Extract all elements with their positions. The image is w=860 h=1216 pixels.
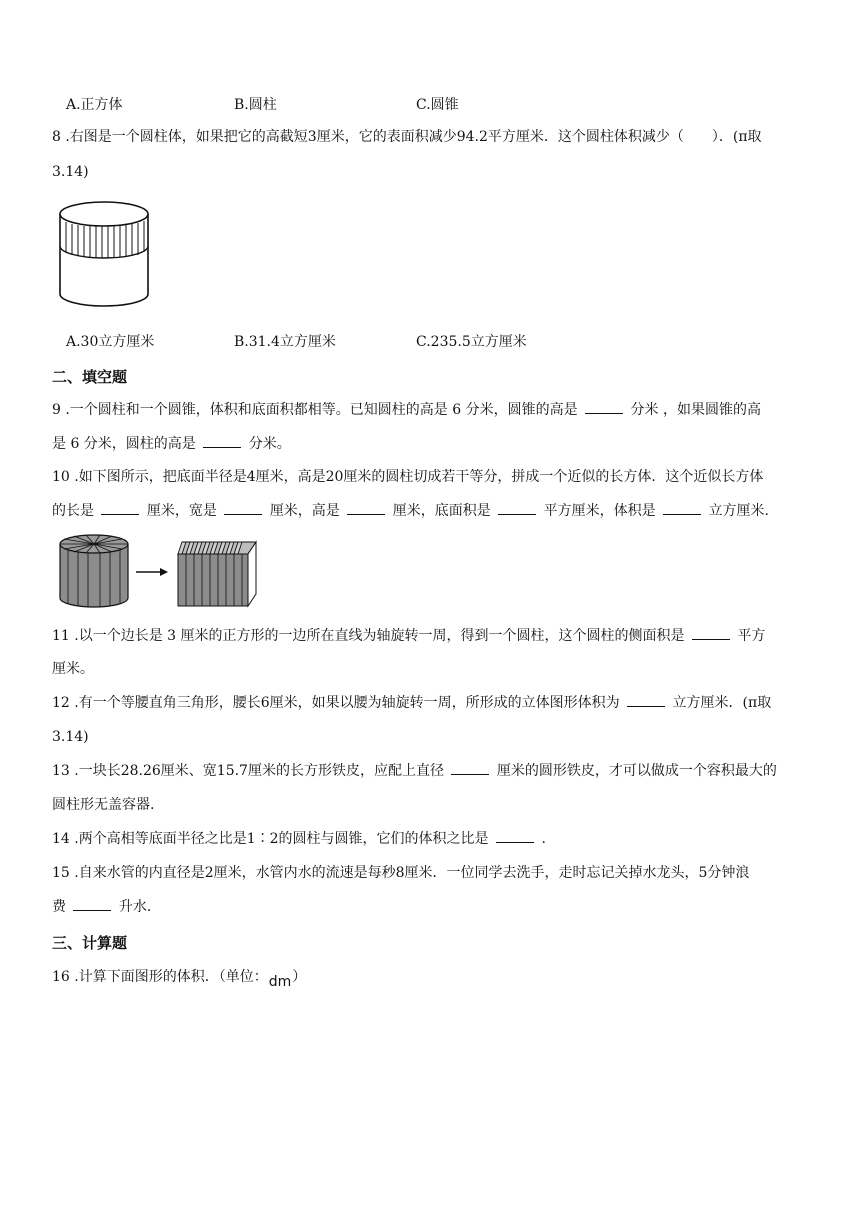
q16-line	[52, 967, 307, 990]
q10-blank-length[interactable]	[101, 502, 139, 515]
q9-blank-1[interactable]	[585, 401, 623, 414]
q8-stem-line2: 3.14)	[52, 164, 89, 180]
q13-blank[interactable]	[451, 762, 489, 775]
q13-line1	[52, 761, 777, 781]
q11-blank[interactable]	[692, 627, 730, 640]
q16-close: ）	[292, 969, 307, 985]
section-fill-in-title: 二、填空题	[52, 368, 128, 386]
q14-line1	[52, 829, 546, 849]
q12-blank[interactable]	[627, 694, 665, 707]
q7-options	[0, 94, 860, 114]
q7-option-a[interactable]: A.正方体	[66, 97, 123, 113]
q10-text-b: 厘米，宽是	[146, 503, 217, 519]
q9-text-a: 9 .一个圆柱和一个圆锥，体积和底面积都相等。已知圆柱的高是 6 分米，圆锥的高是	[52, 402, 578, 418]
q14-text-a: 14 .两个高相等底面半径之比是1∶2的圆柱与圆锥，它们的体积之比是	[52, 831, 489, 847]
q10-text-f: 立方厘米.	[708, 503, 769, 519]
q10-text-c: 厘米，高是	[269, 503, 340, 519]
q10-text-a: 的长是	[52, 503, 94, 519]
q7-option-b[interactable]: B.圆柱	[234, 97, 277, 113]
q10-text-d: 厘米，底面积是	[392, 503, 491, 519]
q12-line2: 3.14)	[52, 729, 89, 745]
q14-blank[interactable]	[496, 830, 534, 843]
q8-option-b[interactable]: B.31.4立方厘米	[234, 334, 336, 350]
q9-text-c: 是 6 分米，圆柱的高是	[52, 436, 196, 452]
q8-option-a[interactable]: A.30立方厘米	[66, 334, 155, 350]
q10-blank-width[interactable]	[224, 502, 262, 515]
q9-text-d: 分米。	[248, 436, 291, 452]
q10-text-e: 平方厘米，体积是	[543, 503, 656, 519]
q13-text-a: 13 .一块长28.26厘米、宽15.7厘米的长方形铁皮，应配上直径	[52, 763, 444, 779]
q9-line1	[52, 400, 761, 420]
q9-line2	[52, 434, 291, 454]
q16-text: 16 .计算下面图形的体积．（单位：	[52, 969, 268, 985]
q11-line2: 厘米。	[52, 661, 94, 677]
q8-options	[0, 331, 860, 351]
q10-blank-base-area[interactable]	[498, 502, 536, 515]
q15-text-a: 费	[52, 899, 66, 915]
q13-text-b: 厘米的圆形铁皮，才可以做成一个容积最大的	[496, 763, 777, 779]
q15-line1: 15 .自来水管的内直径是2厘米，水管内水的流速是每秒8厘米．一位同学去洗手，走时忘记关掉水龙头，5分钟浪	[52, 865, 750, 881]
q12-line1	[52, 693, 771, 713]
q10-line1: 10 .如下图所示，把底面半径是4厘米，高是20厘米的圆柱切成若干等分，拼成一个近似的长方体．这个近似长方体	[52, 469, 764, 485]
q8-option-c[interactable]: C.235.5立方厘米	[416, 334, 527, 350]
q10-blank-volume[interactable]	[663, 502, 701, 515]
q15-blank[interactable]	[73, 898, 111, 911]
q7-option-c[interactable]: C.圆锥	[416, 97, 459, 113]
q8-stem-line1: 8 .右图是一个圆柱体，如果把它的高截短3厘米，它的表面积减少94.2平方厘米．这个圆柱体积减少（ ）．(π取	[52, 129, 762, 145]
q9-text-b: 分米 ，如果圆锥的高	[630, 402, 761, 418]
q9-blank-2[interactable]	[203, 435, 241, 448]
q13-line2: 圆柱形无盖容器.	[52, 797, 155, 813]
q14-text-b: .	[541, 831, 546, 847]
q10-blank-height[interactable]	[347, 502, 385, 515]
q16-unit: dm	[268, 974, 292, 990]
section-calculation-title: 三、计算题	[52, 934, 128, 952]
cylinder-figure	[56, 196, 152, 312]
q15-text-b: 升水.	[118, 899, 152, 915]
q12-text-a: 12 .有一个等腰直角三角形，腰长6厘米，如果以腰为轴旋转一周，所形成的立体图形体积为	[52, 695, 620, 711]
q10-line2	[52, 501, 769, 521]
q11-text-b: 平方	[737, 628, 766, 644]
q15-line2	[52, 897, 151, 917]
cylinder-to-cuboid-figure	[56, 532, 262, 612]
q11-line1	[52, 626, 765, 646]
q11-text-a: 11 .以一个边长是 3 厘米的正方形的一边所在直线为轴旋转一周，得到一个圆柱，这个圆柱的侧面积是	[52, 628, 685, 644]
q12-text-b: 立方厘米．(π取	[672, 695, 772, 711]
